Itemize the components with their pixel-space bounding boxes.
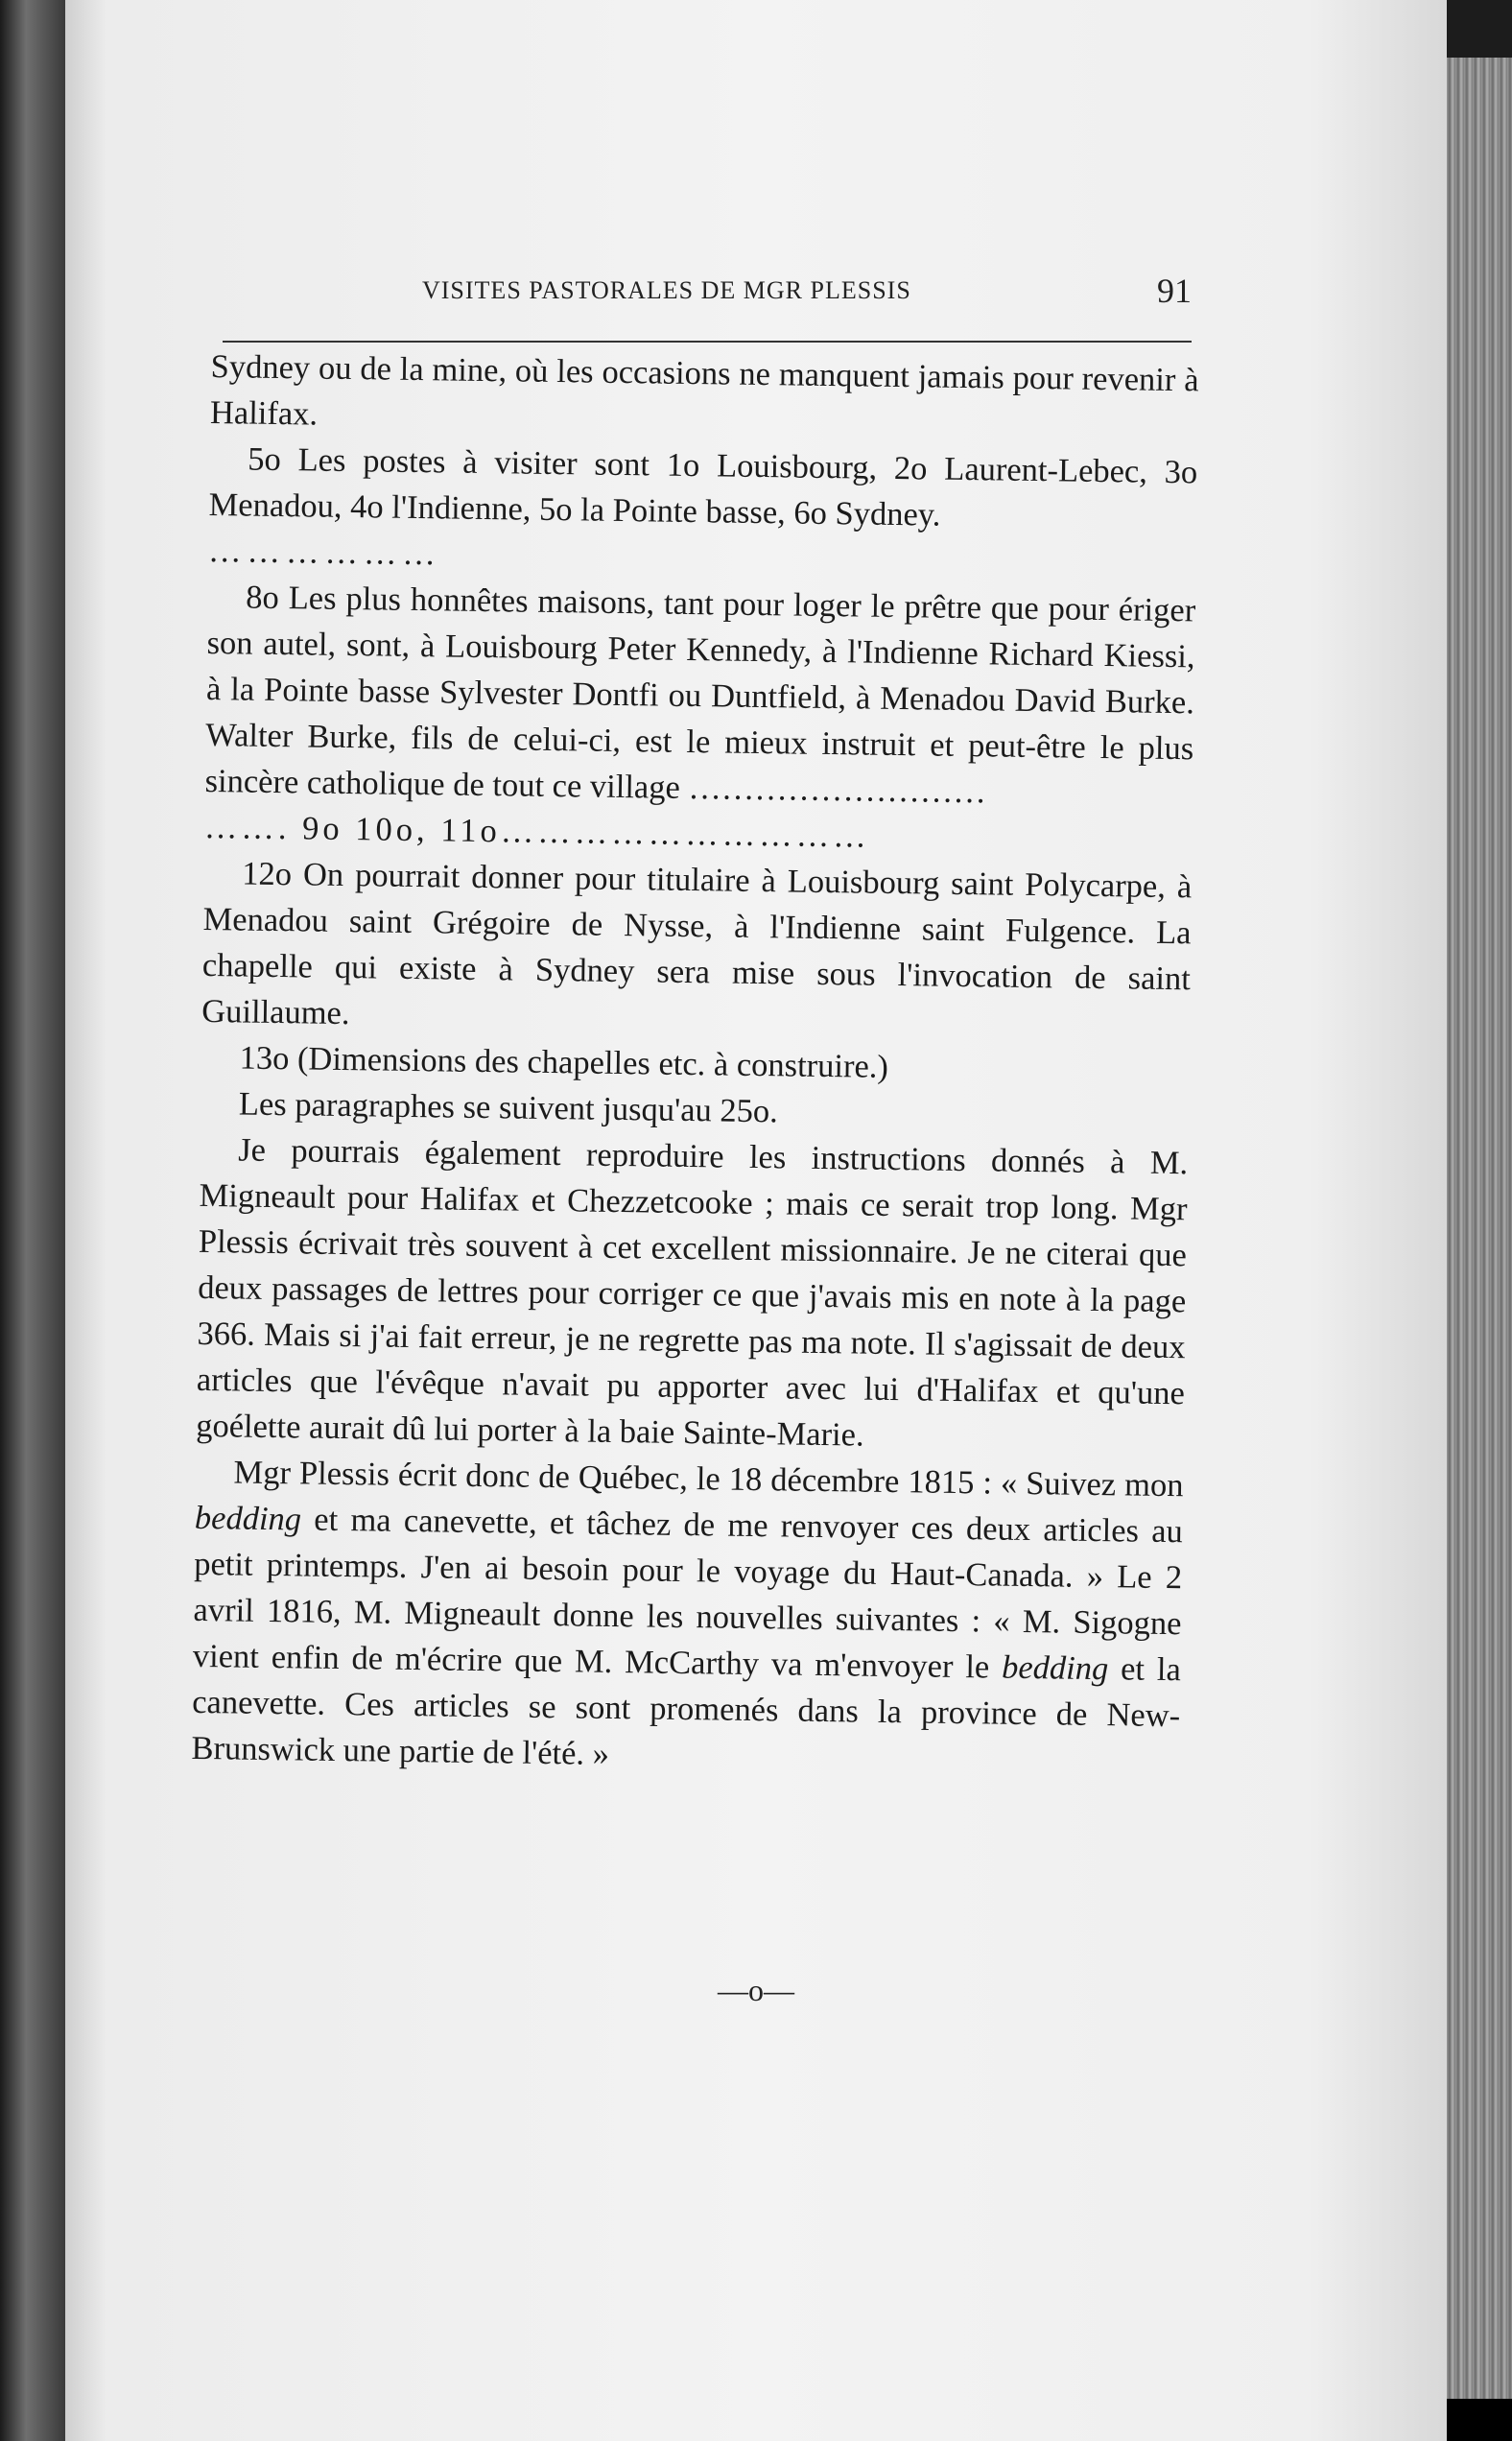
paragraph-8-part-a: Mgr Plessis écrit donc de Québec, le 18 décembre 1815 : « Suivez mon (233, 1454, 1184, 1505)
paragraph-8-part-b: et ma canevette, et tâchez de me renvoyer ces deux articles au petit printemps. J'en ai besoin pour le voyage du Haut-Canada. » Le 2 avril 1816, M. Migneault donne les nouvelles suivantes : « M. Sigogne vient enfin de m'écrire que M. McCarthy va m'envoyer le (192, 1501, 1184, 1686)
page-number: 91 (1157, 272, 1192, 310)
ellipsis-line-2: ……. 9o 10o, 11o………………………… (203, 808, 871, 855)
header-rule (223, 341, 1192, 343)
paragraph-5: 13o (Dimensions des chapelles etc. à construire.) (239, 1039, 889, 1085)
bedding-term-2: bedding (1001, 1648, 1109, 1688)
running-title: VISITES PASTORALES DE MGR PLESSIS (422, 276, 911, 304)
paragraph-4: 12o On pourrait donner pour titulaire à Louisbourg saint Polycarpe, à Menadou saint Grégoire de Nysse, à l'Indienne saint Fulgence. La chapelle qui existe à Sydney sera mise sous l'invocation de saint Guillaume. (201, 855, 1193, 1032)
scan-corner (1447, 0, 1512, 58)
section-end-mark: —o— (718, 1973, 794, 2007)
paragraph-8 (191, 1449, 1184, 1785)
bedding-term-1: bedding (194, 1499, 302, 1538)
page-stack-edge (1447, 58, 1512, 2399)
paragraph-2: 5o Les postes à visiter sont 1o Louisbourg, 2o Laurent-Lebec, 3o Menadou, 4o l'Indienne, 5o la Pointe basse, 6o Sydney. (208, 440, 1198, 533)
paragraph-8-part-c: et la canevette. Ces articles se sont promenés dans la province de New-Brunswick une partie de l'été. » (191, 1650, 1182, 1772)
paragraph-3: 8o Les plus honnêtes maisons, tant pour loger le prêtre que pour ériger son autel, sont, à Louisbourg Peter Kennedy, à l'Indienne Richard Kiessi, à la Pointe basse Sylvester Dontfi ou Duntfield, à Menadou David Burke. Walter Burke, fils de celui-ci, est le mieux instruit et peut-être le plus sincère catholique de tout ce village ……………………… (204, 579, 1196, 811)
paragraph-6: Les paragraphes se suivent jusqu'au 25o. (238, 1085, 779, 1130)
page-body (191, 344, 1199, 1785)
paragraph-7: Je pourrais également reproduire les instructions donnés à M. Migneault pour Halifax et Chezzetcooke ; mais ce serait trop long. Mgr Plessis écrivait très souvent à cet excellent missionnaire. Je ne citerai que deux passages de lettres pour corriger ce que j'avais mis en note à la page 366. Mais si j'ai fait erreur, je ne regrette pas ma note. Il s'agissait de deux articles que l'évêque n'avait pu apporter avec lui d'Halifax et qu'une goélette aurait dû lui porter à la baie Sainte-Marie. (195, 1131, 1189, 1454)
scan-left-margin (0, 0, 65, 2441)
paragraph-1: Sydney ou de la mine, où les occasions ne manquent jamais pour revenir à Halifax. (209, 347, 1199, 433)
ellipsis-line-1: ……………… (207, 532, 442, 573)
